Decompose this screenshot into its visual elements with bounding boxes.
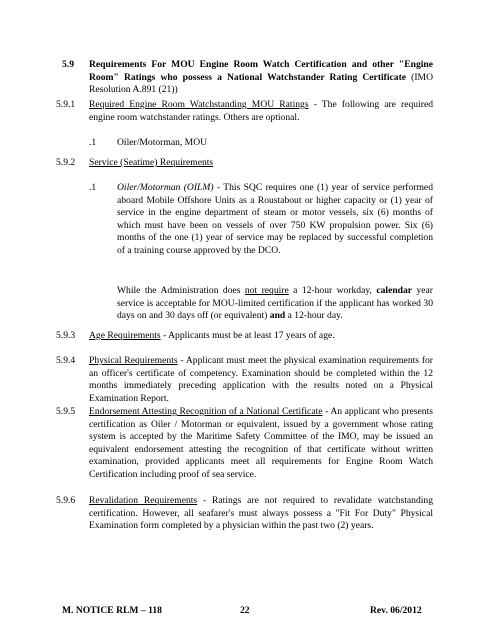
section-5-9-4-paragraph	[89, 355, 433, 405]
calendar-text-a: While the Administration does	[117, 285, 245, 296]
section-5-9-1-heading: Required Engine Room Watchstanding MOU Ratings	[89, 99, 309, 110]
calendar-bold: calendar	[376, 285, 413, 296]
section-5-9-2-heading: Service (Seatime) Requirements	[89, 157, 214, 168]
section-5-9-6-text: - Ratings are not required to revalidate watchstanding certification. However, all seafarer's must always possess a "Fit For Duty" Physical Examination form completed by a physician within the past two (2) years.	[89, 495, 433, 532]
section-5-9-2-item-paragraph	[117, 182, 433, 258]
section-5-9-5-heading: Endorsement Attesting Recognition of a National Certificate	[89, 406, 323, 417]
calendar-text-b: a 12-hour workday,	[288, 285, 377, 296]
section-5-9-6-paragraph	[89, 495, 433, 533]
calendar-text-d: a 12-hour day.	[285, 310, 343, 322]
section-5-9-4-number: 5.9.4	[56, 355, 76, 366]
section-5-9-2-number: 5.9.2	[56, 157, 76, 168]
section-5-9-3-number: 5.9.3	[56, 330, 76, 341]
section-5-9-1-paragraph	[89, 99, 433, 124]
item-title-oilm: Oiler/Motorman (OILM)	[117, 182, 214, 193]
and-bold: and	[269, 310, 286, 322]
footer-notice: M. NOTICE RLM – 118	[62, 605, 162, 616]
section-5-9-1-text: - The following are required engine room watchstander ratings. Others are optional.	[89, 99, 433, 123]
section-5-9-6-number: 5.9.6	[56, 495, 76, 506]
section-5-9-2-calendar-paragraph	[117, 285, 433, 323]
section-5-9-1-number: 5.9.1	[56, 99, 76, 110]
not-require-text: not require	[244, 285, 289, 296]
item-number: .1	[89, 137, 97, 148]
section-5-9-5-paragraph	[89, 406, 433, 482]
section-5-9-3-text: - Applicants must be at least 17 years of age.	[160, 330, 335, 341]
section-5-9-5-text: - An applicant who presents certification as Oiler / Motorman or equivalent, issued by a government whose rating system is accepted by the Maritime Safety Committee of the IMO, may be issued an equivalent endorsement attesting the recognition of that certificate without written examination, provided applicants meet all requirements for Engine Room Watch Certification including proof of sea service.	[89, 406, 433, 480]
section-5-9-title: Requirements For MOU Engine Room Watch Certification and other "Engine Room" Ratings who possess a National Watchstander Rating Certificate	[89, 59, 433, 83]
section-5-9-4-text: - Applicant must meet the physical examination requirements for an officer's certificate of competency. Examination should be completed within the 12 months immediately preceding application with the results noted on a Physical Examination Report.	[89, 355, 434, 404]
footer-page-number: 22	[240, 605, 250, 616]
section-5-9-3-paragraph	[89, 330, 433, 343]
item-oiler-motorman: Oiler/Motorman, MOU	[117, 137, 208, 148]
section-5-9-title-rest: (IMO Resolution A.891 (21))	[89, 71, 433, 96]
section-5-9-heading	[89, 59, 433, 97]
footer-revision: Rev. 06/2012	[370, 605, 422, 616]
calendar-text-c: year service is acceptable for MOU-limited certification if the applicant has worked 30 days on and 30 days off (or equivalent)	[117, 285, 433, 322]
section-5-9-3-heading: Age Requirements	[89, 330, 161, 341]
section-5-9-4-heading: Physical Requirements	[89, 355, 178, 366]
section-5-9-number: 5.9	[62, 59, 74, 70]
item-number: .1	[89, 182, 97, 193]
item-text-oilm: - This SQC requires one (1) year of service performed aboard Mobile Offshore Units as a Roustabout or higher capacity or (1) year of service in the engine department of steam or motor vessels, six (6) months of which must have been on vessels of over 750 KW propulsion power. Six (6) months of the one (1) year of service may be replaced by successful completion of a training course approved by the DCO.	[117, 182, 433, 256]
section-5-9-5-number: 5.9.5	[56, 406, 76, 417]
section-5-9-6-heading: Revalidation Requirements	[89, 495, 198, 506]
